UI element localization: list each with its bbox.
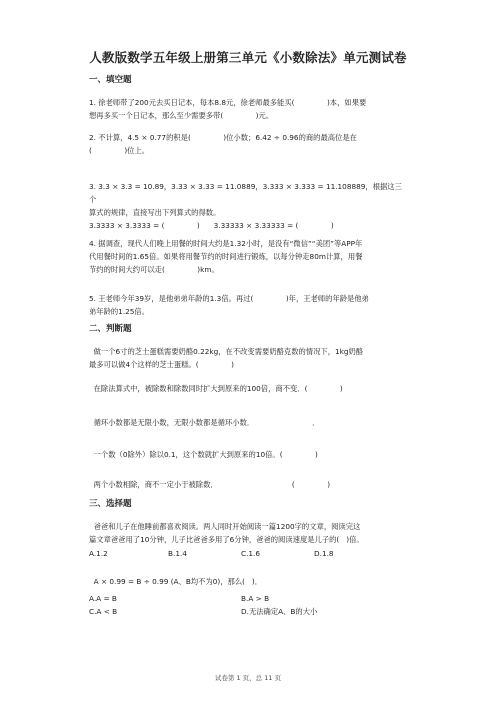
judge-question-3: 循环小数都是无限小数，无限小数都是循环小数． ． xyxy=(89,418,320,427)
choice-2-option-d: D.无法确定A、B的大小 xyxy=(241,607,318,616)
page-title: 人教版数学五年级上册第三单元《小数除法》单元测试卷 xyxy=(89,50,407,65)
judge-question-2: 在除法算式中，被除数和除数同时扩大到原来的100倍，商不变．( ) xyxy=(89,384,343,393)
fill-question-5: 5. 王老师今年39岁，是他弟弟年龄的1.3倍。再过( )年，王老师的年龄是他弟 弟年龄的1.25倍。 xyxy=(89,294,369,316)
judge-question-1: 做一个6寸的芝士蛋糕需要奶酪0.22kg，在不改变需要奶酪克数的情况下，1kg奶酪 最多可以做4个这样的芝士蛋糕。( ) xyxy=(89,347,364,369)
judge-question-5: 两个小数相除，商不一定小于被除数． ( ) xyxy=(89,480,331,489)
section-heading-judge: 二、判断题 xyxy=(89,324,132,334)
judge-question-4: 一个数（0除外）除以0.1，这个数就扩大到原来的10倍。( ) xyxy=(89,450,318,459)
section-heading-choice: 三、选择题 xyxy=(89,499,132,509)
section-heading-fill: 一、填空题 xyxy=(89,75,132,85)
choice-question-1: 爸爸和儿子在他睡前都喜欢阅读。两人同时开始阅读一篇1200字的文章，阅读完这 篇文章爸爸用了10分钟，儿子比爸爸多用了6分钟，爸爸的阅读速度是儿子的( )倍。 xyxy=(89,522,364,544)
fill-question-3: 3. 3.3 × 3.3 = 10.89，3.33 × 3.33 = 11.0889，3.333 × 3.333 = 11.108889，根据这三个 算式的规律，直接写出下列算式的得数。 3.3333 × 3.3333 = ( ) 3.33333 × 3.33333 = ( ) xyxy=(89,182,402,230)
fill-question-4: 4. 据调查，现代人们晚上用餐的时间大约是1.32小时，是没有“微信”“美团”等APP年 代用餐时间的1.65倍。如果将用餐节约的时间进行锻炼，以每分钟走80m计算，用餐 节约的时间大约可以走( )km。 xyxy=(89,239,363,274)
choice-2-option-b: B.A > B xyxy=(241,594,270,603)
fill-question-1: 1. 徐老师带了200元去买日记本，每本8.8元，徐老师最多能买( )本，如果要 想再多买一个日记本，那么至少需要多带( )元。 xyxy=(89,98,367,120)
choice-1-option-c: C.1.6 xyxy=(241,549,261,558)
fill-question-2: 2. 不计算，4.5 × 0.77的积是( )位小数；6.42 ÷ 0.96的商的最高位是在 ( )位上。 xyxy=(89,133,357,155)
choice-1-option-b: B.1.4 xyxy=(168,549,187,558)
choice-2-option-c: C.A < B xyxy=(89,607,118,616)
choice-1-option-a: A.1.2 xyxy=(89,549,108,558)
choice-1-option-d: D.1.8 xyxy=(314,549,334,558)
choice-2-option-a: A.A = B xyxy=(89,594,117,603)
choice-question-2: A × 0.99 = B ÷ 0.99 (A、B均不为0)，那么( )． xyxy=(89,577,263,586)
page-footer: 试卷第 1 页，总 11 页 xyxy=(214,674,282,682)
